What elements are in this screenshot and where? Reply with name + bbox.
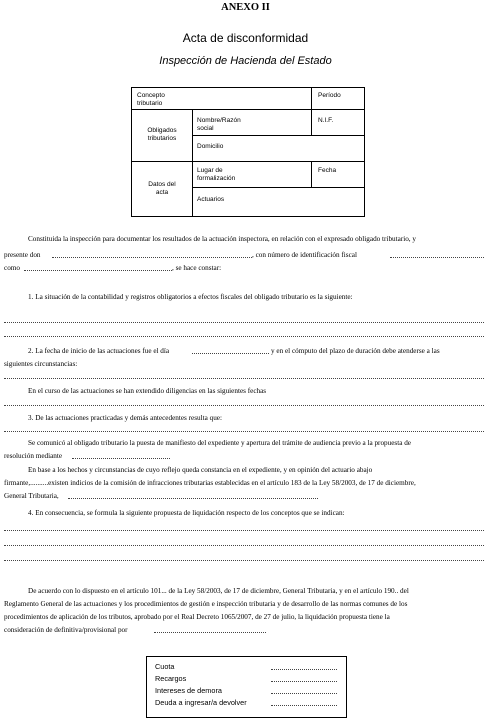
section-2-d: En el curso de las actuaciones se han extendido diligencias en las siguientes fechas	[28, 387, 267, 395]
closing-line-2: Reglamento General de las actuaciones y los procedimientos de gestión e inspección tributaria y de desarrollo de las normas comunes de los	[4, 600, 408, 608]
document-title: Acta de disconformidad	[182, 31, 309, 45]
actuarios-label: Actuarios	[197, 196, 225, 203]
section-2-line-2[interactable]	[4, 405, 484, 406]
section-1-line-2[interactable]	[4, 336, 484, 337]
section-1: 1. La situación de la contabilidad y registros obligatorios a efectos fiscales del obligado tributario es la siguiente:	[28, 293, 353, 301]
present-name-field[interactable]	[52, 257, 252, 258]
section-1-line-1[interactable]	[4, 322, 484, 323]
summary-intereses-field[interactable]	[271, 693, 337, 694]
section-3-c-2: firmante,..........existen indicios de la comisión de infracciones tributarias establecidas en el artículo 183 de la Ley 58/2003, de 17 de diciembre,	[4, 479, 416, 487]
section-3-b-1: Se comunicó al obligado tributario la puesta de manifiesto del expediente y apertura del trámite de audiencia previo a la propuesta de	[28, 439, 411, 447]
lugar-label: Lugar de formalización	[197, 167, 236, 182]
periodo-label: Período	[318, 92, 341, 99]
como-field[interactable]	[24, 270, 172, 271]
summary-recargos-field[interactable]	[271, 681, 337, 682]
closing-line-1: De acuerdo con lo dispuesto en el artículo 101... de la Ley 58/2003, de 17 de diciembre, General Tributaria, y en el artículo 190.. del	[28, 587, 409, 595]
intro-present: presente don	[4, 251, 41, 259]
summary-cuota-field[interactable]	[271, 669, 337, 670]
resolucion-field[interactable]	[72, 458, 170, 459]
summary-intereses-label: Intereses de demora	[155, 686, 222, 695]
document-subtitle: Inspección de Hacienda del Estado	[159, 55, 332, 67]
start-date-field[interactable]	[192, 353, 269, 354]
section-3-line-1[interactable]	[4, 431, 484, 432]
section-4-line-3[interactable]	[4, 560, 484, 561]
section-2-b: y en el cómputo del plazo de duración debe atenderse a las	[271, 347, 440, 355]
annex-label: ANEXO II	[221, 2, 270, 13]
intro-consta: , se hace constar:	[172, 264, 222, 272]
section-4: 4. En consecuencia, se formula la siguiente propuesta de liquidación respecto de los conceptos que se indican:	[28, 509, 345, 517]
section-3: 3. De las actuaciones practicadas y demás antecedentes resulta que:	[28, 414, 222, 422]
concepto-label: Concepto tributario	[137, 92, 165, 107]
section-3-c-3: General Tributaria,	[4, 492, 59, 500]
infracciones-field[interactable]	[68, 498, 318, 499]
intro-como: como	[4, 264, 20, 272]
intro-line-1: Constituida la inspección para documentar los resultados de la actuación inspectora, en relación con el expresado obligado tributario, y	[28, 235, 416, 243]
closing-line-3: procedimientos de aplicación de los tributos, aprobado por el Real Decreto 1065/2007, de 27 de julio, la liquidación propuesta tiene la	[4, 613, 390, 621]
nombre-label: Nombre/Razón social	[197, 117, 241, 132]
nif-label: N.I.F.	[318, 117, 334, 124]
summary-recargos-label: Recargos	[155, 674, 187, 683]
present-nif-field[interactable]	[390, 257, 484, 258]
summary-deuda-field[interactable]	[271, 705, 337, 706]
summary-deuda-label: Deuda a ingresar/a devolver	[155, 698, 247, 707]
obligados-label: Obligados tributarios	[147, 127, 177, 142]
summary-cuota-label: Cuota	[155, 662, 175, 671]
section-4-line-2[interactable]	[4, 545, 484, 546]
intro-nif: , con número de identificación fiscal	[252, 251, 357, 259]
section-3-c-1: En base a los hechos y circunstancias de cuyo reflejo queda constancia en el expediente, y en opinión del actuario abajo	[28, 466, 373, 474]
section-4-line-1[interactable]	[4, 530, 484, 531]
liquidation-summary-box	[146, 656, 347, 718]
closing-line-4: consideración de definitiva/provisional por	[4, 626, 128, 634]
section-2-line-1[interactable]	[4, 378, 484, 379]
section-3-b-2: resolución mediante	[4, 452, 63, 460]
fecha-label: Fecha	[318, 167, 337, 174]
consideracion-field[interactable]	[154, 632, 266, 633]
section-2-c: siguientes circunstancias:	[4, 360, 78, 368]
section-2-a: 2. La fecha de inicio de las actuaciones fue el día	[28, 347, 170, 355]
domicilio-label: Domicilio	[197, 143, 224, 150]
datos-acta-label: Datos del acta	[148, 181, 176, 196]
